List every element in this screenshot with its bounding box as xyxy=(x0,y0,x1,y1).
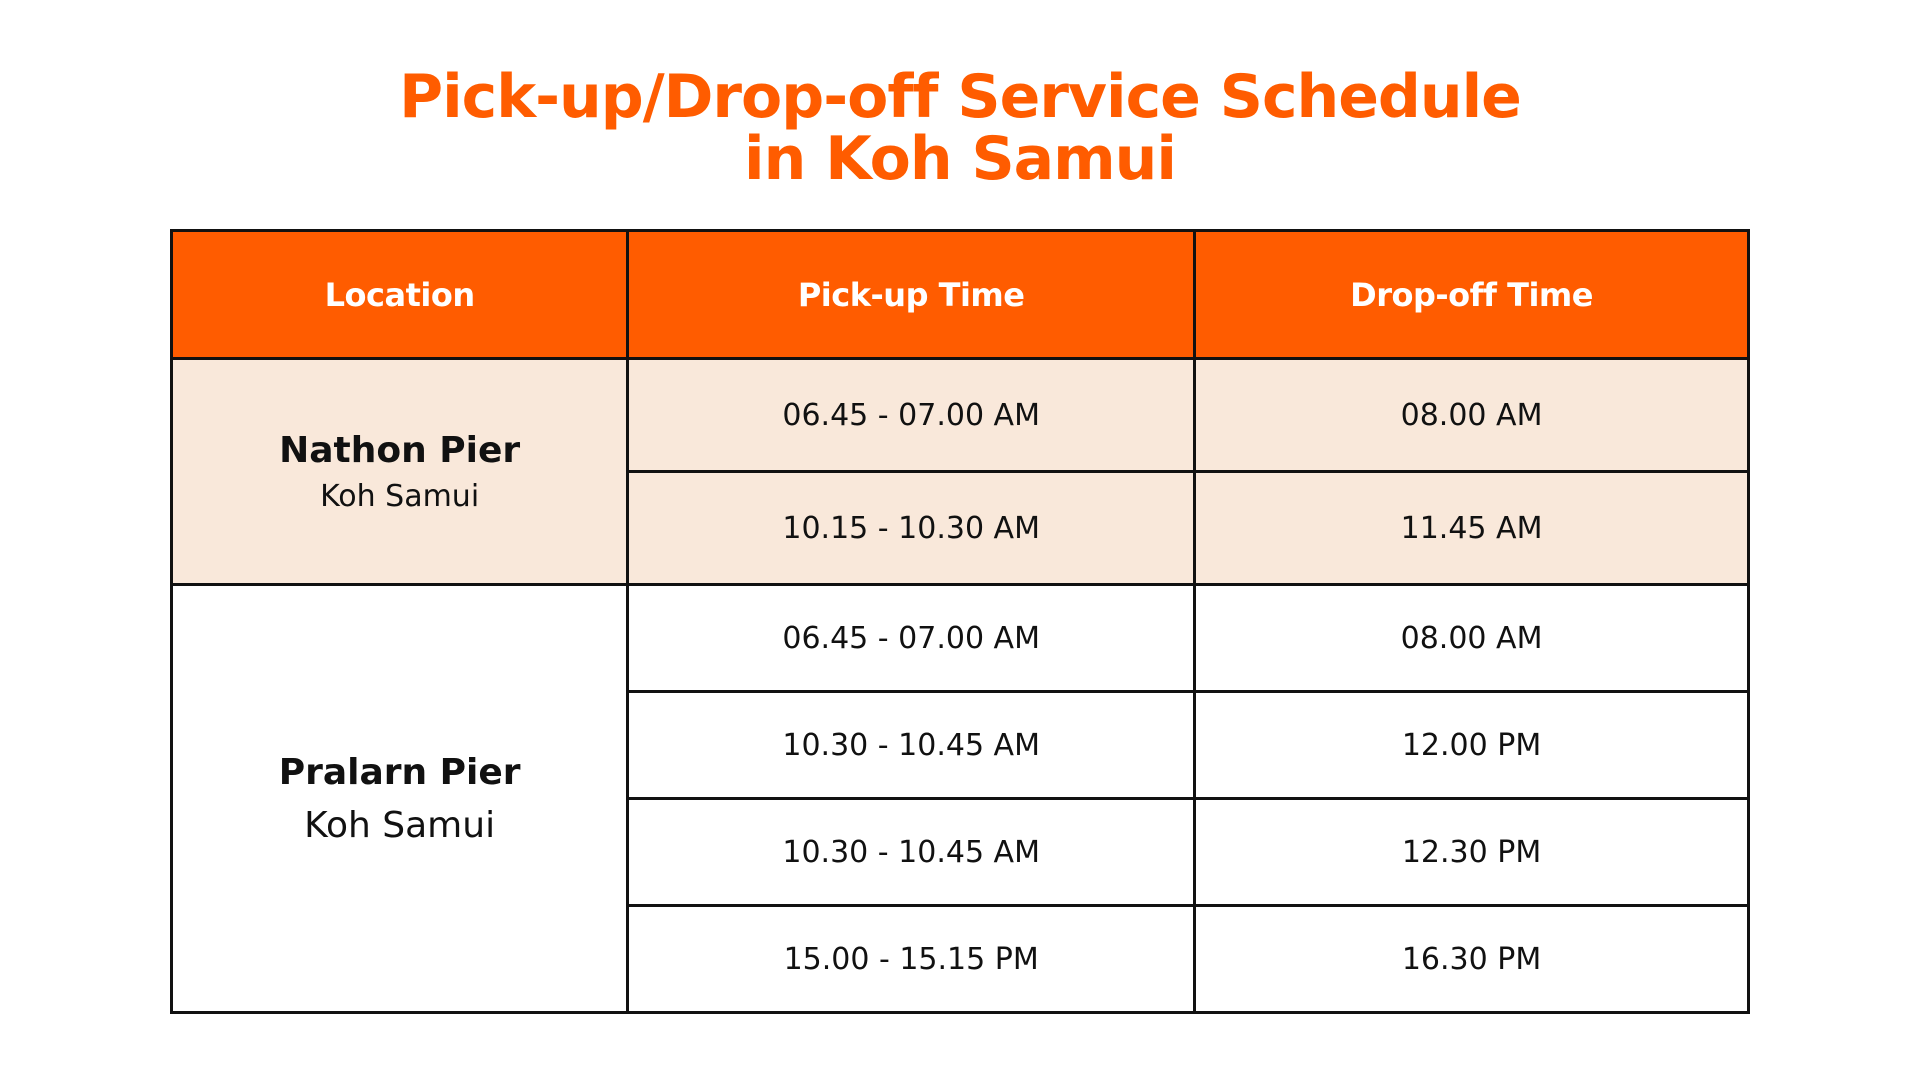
pickup-time: 10.15 - 10.30 AM xyxy=(628,472,1195,585)
header-pickup-time: Pick-up Time xyxy=(628,231,1195,359)
dropoff-time: 12.00 PM xyxy=(1195,692,1749,799)
pickup-time: 10.30 - 10.45 AM xyxy=(628,692,1195,799)
pickup-time: 10.30 - 10.45 AM xyxy=(628,799,1195,906)
pickup-time: 15.00 - 15.15 PM xyxy=(628,906,1195,1013)
location-cell xyxy=(172,359,628,585)
dropoff-time: 12.30 PM xyxy=(1195,799,1749,906)
dropoff-time: 16.30 PM xyxy=(1195,906,1749,1013)
location-name: Nathon Pier xyxy=(279,429,521,471)
table-row xyxy=(172,359,1749,472)
table-row xyxy=(172,585,1749,692)
page-title xyxy=(0,62,1920,194)
pickup-time: 06.45 - 07.00 AM xyxy=(628,359,1195,472)
location-cell xyxy=(172,585,628,1013)
header-location: Location xyxy=(172,231,628,359)
location-area: Koh Samui xyxy=(304,804,496,846)
dropoff-time: 08.00 AM xyxy=(1195,585,1749,692)
title-line-1: Pick-up/Drop-off Service Schedule xyxy=(399,62,1521,132)
location-name: Pralarn Pier xyxy=(278,751,521,793)
dropoff-time: 11.45 AM xyxy=(1195,472,1749,585)
schedule-table xyxy=(170,229,1750,1014)
header-dropoff-time: Drop-off Time xyxy=(1195,231,1749,359)
dropoff-time: 08.00 AM xyxy=(1195,359,1749,472)
location-area: Koh Samui xyxy=(320,478,480,514)
pickup-time: 06.45 - 07.00 AM xyxy=(628,585,1195,692)
title-line-2: in Koh Samui xyxy=(744,124,1176,194)
table-header-row xyxy=(172,231,1749,359)
